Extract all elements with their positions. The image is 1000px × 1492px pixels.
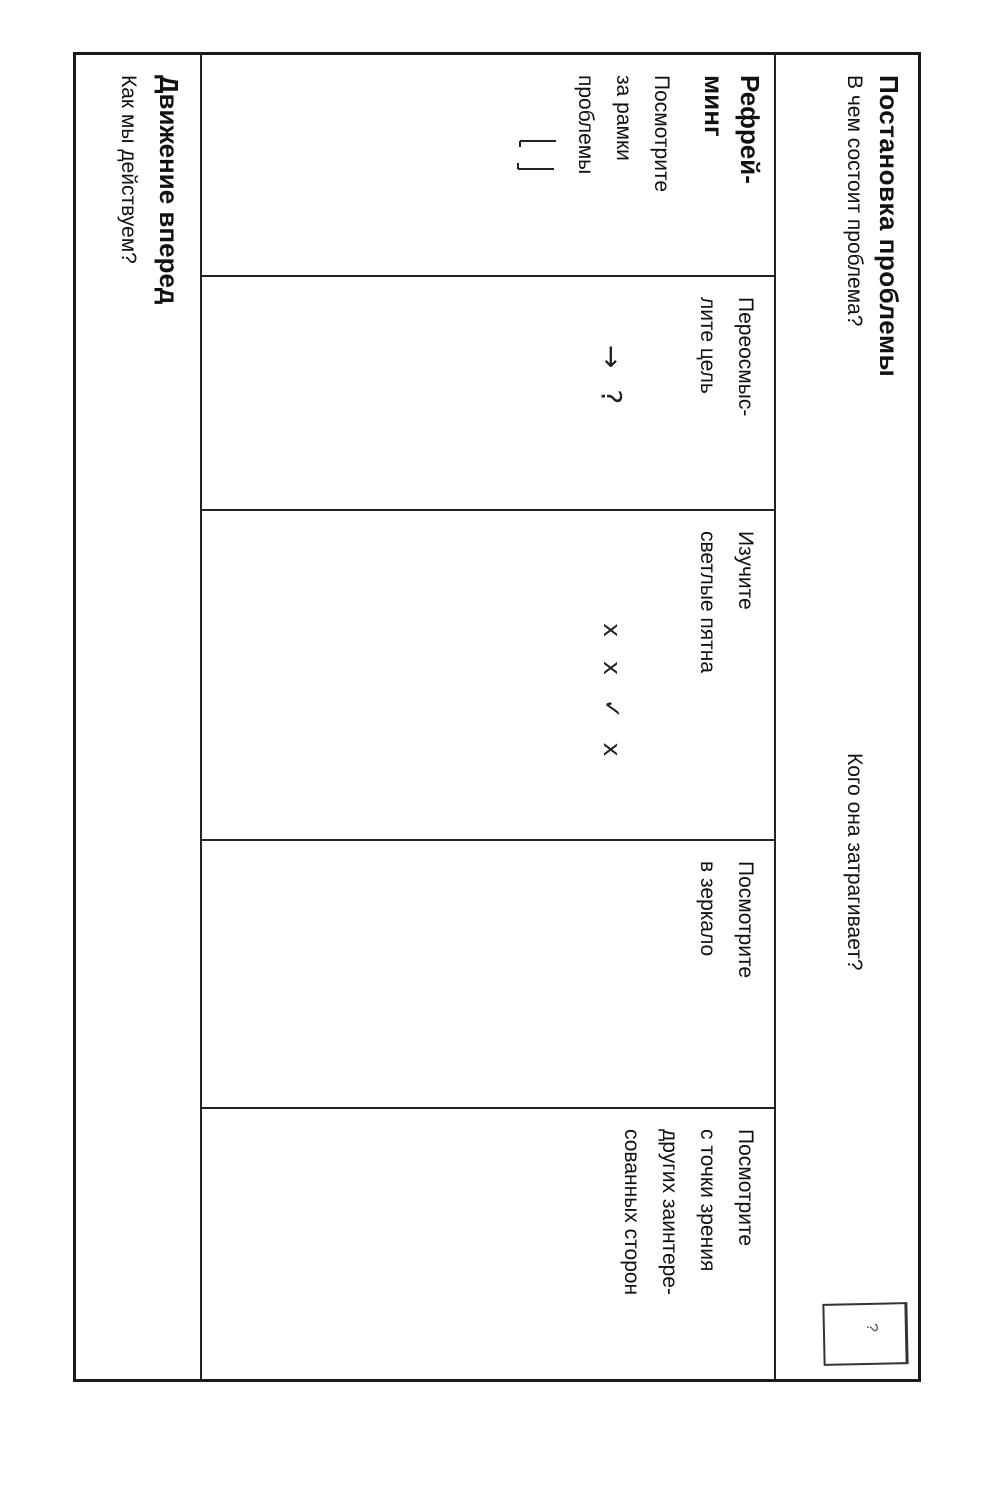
column-text: Посмотрите в зеркало [696,861,757,979]
frame-doodle [514,135,560,175]
problem-statement-section [774,55,918,1379]
column-text: Переосмыс- лите цель [696,297,757,417]
affects-question: Кого она затрагивает? [843,753,866,971]
arrow-question-doodle: → ? [595,345,628,411]
moving-forward-section [76,55,202,1379]
reframing-heading: Рефрей- минг [699,75,765,184]
forward-title: Движение вперед [154,75,184,305]
sketch-box-mark: ? [863,1323,880,1332]
problem-title: Постановка проблемы [874,75,904,378]
column-text: Изучите светлые пятна [696,531,757,674]
sketch-box [822,1302,908,1366]
column-bright-spots [202,511,776,841]
column-stakeholders [202,1109,776,1379]
reframing-column [202,55,776,277]
checkmarks-doodle: x x ✓ x [598,623,626,765]
column-rethink-goal [202,277,776,511]
column-mirror [202,841,776,1109]
reframing-description: Посмотрите за рамки проблемы [574,75,673,193]
reframing-worksheet [73,52,921,1382]
reframing-columns-section [200,55,776,1379]
problem-question: В чем состоит проблема? [843,75,866,327]
forward-question: Как мы действуем? [117,75,140,264]
column-text: Посмотрите с точки зрения других заинтере- сованных сторон [620,1129,757,1296]
